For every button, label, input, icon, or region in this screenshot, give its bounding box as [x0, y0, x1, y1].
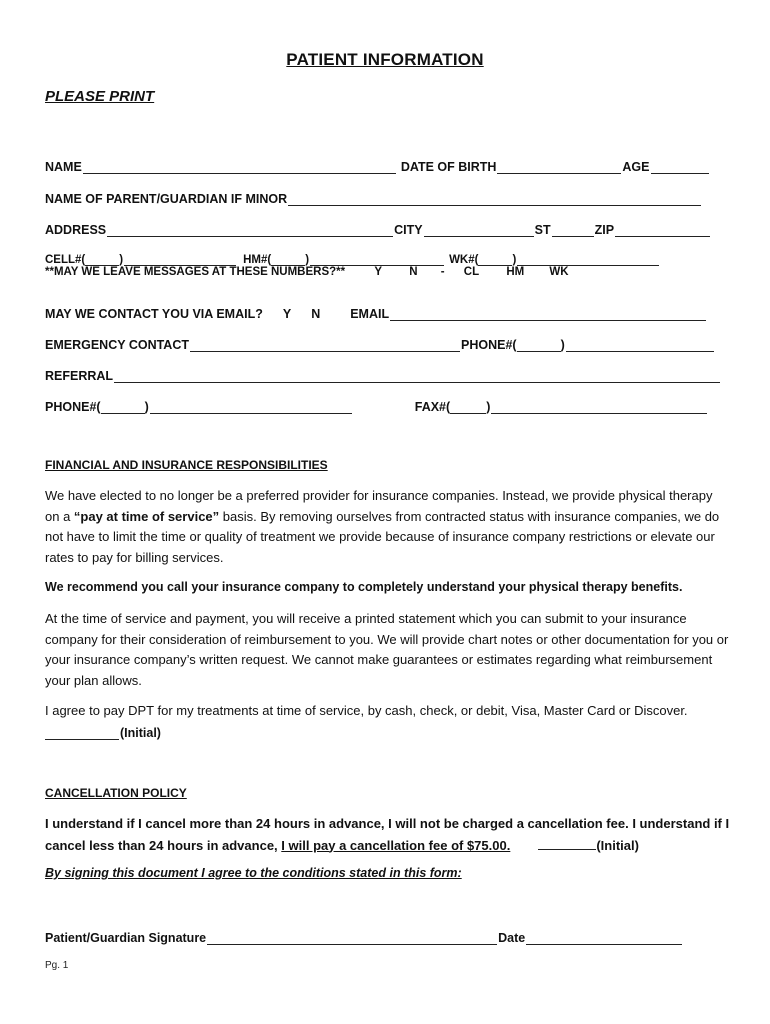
messages-option-cl[interactable]: CL	[463, 266, 480, 278]
referral-phone-fax-row: PHONE# ( ) FAX# ( )	[45, 396, 708, 414]
messages-question: **MAY WE LEAVE MESSAGES AT THESE NUMBERS?**	[45, 266, 346, 278]
messages-option-n[interactable]: N	[409, 266, 418, 278]
email-question: MAY WE CONTACT YOU VIA EMAIL?	[45, 307, 263, 321]
cancellation-heading: CANCELLATION POLICY	[45, 786, 187, 800]
cancellation-initial-label: (Initial)	[596, 837, 639, 853]
financial-initial-label: (Initial)	[120, 726, 161, 740]
st-field[interactable]	[552, 222, 594, 237]
messages-row	[45, 266, 569, 278]
signing-statement: By signing this document I agree to the conditions stated in this form:	[45, 866, 462, 880]
date-label: Date	[498, 931, 526, 945]
cell-field[interactable]	[124, 251, 236, 266]
st-label: ST	[534, 223, 551, 237]
signature-label: Patient/Guardian Signature	[45, 931, 207, 945]
referral-field[interactable]	[114, 368, 720, 383]
financial-recommend: We recommend you call your insurance company to completely understand your physical therapy benefits.	[45, 580, 683, 594]
page-title: PATIENT INFORMATION	[286, 50, 484, 69]
cancellation-text	[45, 814, 735, 856]
referral-label: REFERRAL	[45, 369, 114, 383]
financial-p1-text-a: We have elected to no longer be a preferred provider for insurance companies. Instead, we provide physical therapy on a	[45, 488, 713, 524]
phones-row: CELL# ( ) HM# ( ) WK# ( )	[45, 248, 660, 266]
hm-label: HM#	[243, 254, 268, 266]
emergency-field[interactable]	[190, 337, 460, 352]
emergency-row: EMERGENCY CONTACT PHONE# ( )	[45, 334, 715, 352]
referral-phone-label: PHONE#	[45, 400, 97, 414]
financial-initial-row	[45, 722, 161, 740]
emergency-phone-area-field[interactable]	[517, 337, 561, 352]
referral-phone-area-field[interactable]	[101, 399, 145, 414]
emergency-label: EMERGENCY CONTACT	[45, 338, 189, 352]
fax-field[interactable]	[491, 399, 707, 414]
emergency-phone-field[interactable]	[566, 337, 714, 352]
dob-label: DATE OF BIRTH	[400, 160, 497, 174]
fax-area-field[interactable]	[450, 399, 486, 414]
messages-option-y[interactable]: Y	[374, 266, 382, 278]
signature-field[interactable]	[207, 930, 497, 945]
cell-label: CELL#	[45, 254, 82, 266]
emergency-phone-label: PHONE#	[461, 338, 513, 352]
hm-field[interactable]	[310, 251, 444, 266]
age-label: AGE	[622, 160, 650, 174]
dob-field[interactable]	[497, 159, 621, 174]
age-field[interactable]	[651, 159, 709, 174]
referral-row	[45, 365, 721, 383]
city-field[interactable]	[424, 222, 534, 237]
messages-option-wk[interactable]: WK	[549, 266, 569, 278]
parent-field[interactable]	[288, 191, 701, 206]
financial-heading: FINANCIAL AND INSURANCE RESPONSIBILITIES	[45, 458, 328, 472]
name-label: NAME	[45, 160, 82, 174]
cancellation-initial-field[interactable]	[538, 835, 596, 850]
financial-paragraph-2: At the time of service and payment, you will receive a printed statement which you can submit to your insurance company for their consideration of reimbursement to you. We will provide chart notes or other documentation for you or your insurance company’s written request. We cannot make guarantees or estimates regarding what reimbursement your plan allows.	[45, 611, 729, 688]
cell-area-code-field[interactable]	[85, 251, 119, 266]
financial-agree: I agree to pay DPT for my treatments at time of service, by cash, check, or debit, Visa, Master Card or Discover.	[45, 703, 688, 718]
address-row	[45, 219, 711, 237]
financial-p1-bold: “pay at time of service”	[73, 508, 220, 524]
cancellation-fee-text: I will pay a cancellation fee of $75.00.	[281, 837, 511, 853]
email-option-y[interactable]: Y	[282, 307, 292, 321]
parent-row	[45, 188, 702, 206]
name-field[interactable]	[83, 159, 396, 174]
address-label: ADDRESS	[45, 223, 107, 237]
address-field[interactable]	[107, 222, 393, 237]
hm-area-code-field[interactable]	[271, 251, 305, 266]
email-label: EMAIL	[350, 307, 390, 321]
wk-field[interactable]	[517, 251, 659, 266]
city-label: CITY	[394, 223, 423, 237]
financial-paragraph-1	[45, 486, 730, 568]
email-option-n[interactable]: N	[311, 307, 321, 321]
page-number: Pg. 1	[45, 960, 69, 971]
email-field[interactable]	[390, 306, 706, 321]
please-print-note: PLEASE PRINT	[45, 88, 155, 105]
messages-option-dash: -	[440, 266, 445, 278]
parent-label: NAME OF PARENT/GUARDIAN IF MINOR	[45, 192, 288, 206]
wk-area-code-field[interactable]	[478, 251, 512, 266]
signature-row	[45, 927, 683, 945]
email-row	[45, 303, 707, 321]
cancellation-text-a: I understand if I cancel more than 24 hours in advance, I will not be charged a cancellation fee. I understand if I cancel less than 24 hours in advance,	[45, 816, 730, 853]
zip-label: ZIP	[594, 223, 615, 237]
financial-p1-text-b: basis. By removing ourselves from contracted status with insurance companies, we do not have to limit the time or quality of treatment we provide because of insurance company restrictions or elevate our rates to pay for billing services.	[45, 508, 720, 565]
fax-label: FAX#	[414, 400, 447, 414]
messages-option-hm[interactable]: HM	[506, 266, 525, 278]
date-field[interactable]	[526, 930, 682, 945]
name-row	[45, 156, 710, 174]
referral-phone-field[interactable]	[150, 399, 352, 414]
wk-label: WK#	[449, 254, 475, 266]
zip-field[interactable]	[615, 222, 710, 237]
financial-initial-field[interactable]	[45, 725, 119, 740]
